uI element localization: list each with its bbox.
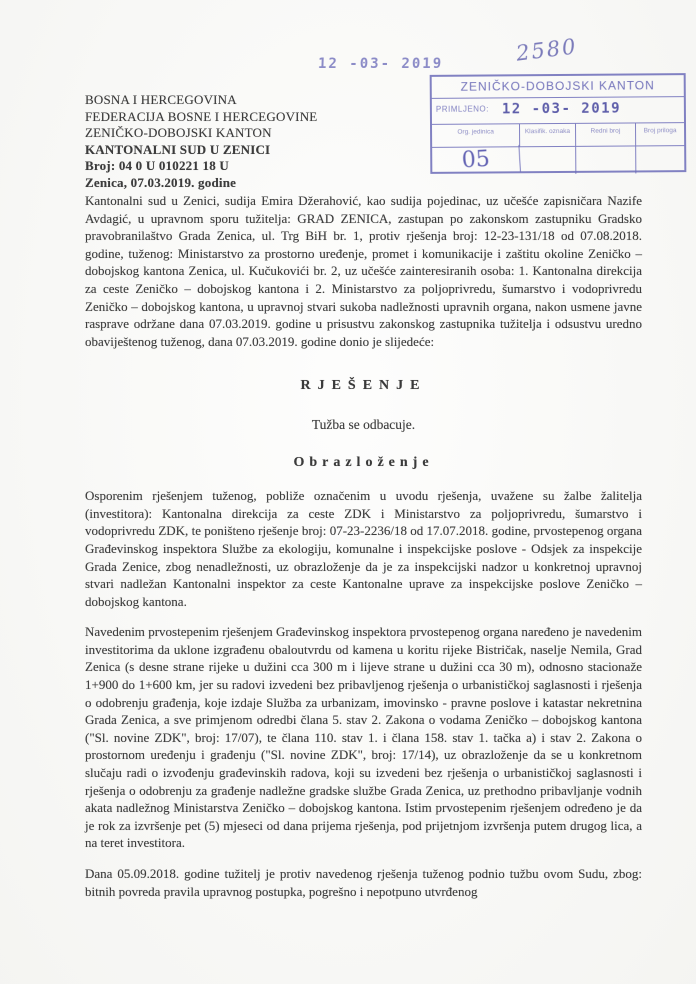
- receipt-stamp-values-row: [432, 146, 684, 175]
- stamp-col-attachments: Broj priloga: [643, 127, 677, 135]
- letterhead-court: KANTONALNI SUD U ZENICI: [85, 141, 271, 157]
- stamp-col-class-mark: Klasifik. oznaka: [520, 124, 576, 146]
- stamp-class-mark-value: [520, 147, 576, 174]
- intro-paragraph: Kantonalni sud u Zenici, sudija Emira Džerahović, kao sudija pojedinac, uz učešće zapisničara Nazife Avdagić, u upravnom sporu tužitelja: GRAD ZENICA, zastupan po zakonskom zastupniku Gradsko pravobranilaštvo Grada Zenica, ul. Trg BiH br. 1, protiv rješenja broj: 12-23-131/18 od 07.08.2018. godine, tuženog: Ministarstvo za prostorno uređenje, promet i komunikacije i zaštitu okoline Zeničko – dobojskog kantona Zenica, ul. Kučukovići br. 2, uz učešće zainteresiranih osoba: 1. Kantonalna direkcija za ceste Zeničko – dobojskog kantona i 2. Ministarstvo za poljoprivredu, šumarstvo i vodoprivredu Zeničko – dobojskog kantona, u upravnoj stvari sukoba nadležnosti upravnih organa, nakon usmene javne rasprave održane dana 07.03.2019. godine u prisustvu zakonskog zastupnika tužitelja i odsustvu uredno obaviještenog tuženog, dana 07.03.2019. godine donio je slijedeće:: [85, 193, 642, 349]
- reasoning-paragraph-3: Dana 05.09.2018. godine tužitelj je protiv navedenog rješenja tuženog podnio tužbu ovom Sudu, zbog: bitnih povreda pravila upravnog postupka, pogrešno i nepotpuno utvrđenog: [85, 866, 642, 899]
- stamp-org-unit-value: 05: [432, 145, 522, 177]
- date-stamp: 12 -03- 2019: [317, 56, 444, 72]
- case-number: Broj: 04 0 U 010221 18 U: [85, 158, 229, 173]
- letterhead-country: BOSNA I HERCEGOVINA: [85, 92, 237, 107]
- court-letterhead: [85, 92, 317, 191]
- reasoning-paragraph-2: Navedenim prvostepenim rješenjem Građevinskog inspektora prvostepenog organa naređeno je navedenim investitorima da uklone izgrađenu obaloutvrdu od kamena u koritu rijeke Bistričak, naselje Nemila, Grad Zenica (s desne strane rijeke u dužini cca 300 m i lijeve strane u dužini cca 30 m), odnosno stacionaže 1+900 do 1+600 km, jer su radovi izvedeni bez pribavljenog rješenja o urbanističkoj saglasnosti i rješenja o odobrenju građenja, koje izdaje Služba za urbanizam, imovinsko - pravne poslove i katastar nekretnina Grada Zenica, a sve primjenom odredbi člana 5. stav 2. Zakona o vodama Zeničko – dobojskog kantona ("Sl. novine ZDK", broj: 17/07), te člana 110. stav 1. i člana 158. stav 1. tačka a) i stav 2. Zakona o prostornom uređenju i građenju ("Sl. novine ZDK", broj: 17/14), uz obrazloženje da se u konkretnom slučaju radi o izvođenju građevinskih radova, koji su izvedeni bez rješenja o urbanističkoj saglasnosti i rješenja o odobrenju za građenje nadležne gradske službe Grada Zenica, uz prethodno pribavljanje vodnih akata nadležnog Ministarstva Zeničko – dobojskog kantona. Istim prvostepenim rješenjem određeno je da je rok za izvršenje pet (5) mjeseci od dana prijema rješenja, pod prijetnjom izvršenja putem drugog lica, a na teret investitora.: [85, 624, 642, 851]
- decision-heading: RJEŠENJE: [300, 378, 427, 394]
- reasoning-paragraph-1: Osporenim rješenjem tuženog, pobliže označenim u uvodu rješenja, uvažene su žalbe žalitelja (investitora): Kantonalna direkcija za ceste ZDK i Ministarstvo za poljoprivredu, šumarstvo i vodoprivredu ZDK, te poništeno rješenje broj: 07-23-2236/18 od 17.07.2018. godine, prvostepenog organa Građevinskog inspektora Službe za ekologiju, komunalne i inspekcijske poslove - Odsjek za inspekcije Grada Zenice, zbog nenadležnosti, uz obrazloženje da je za inspekcijski nadzor u konkretnoj upravnoj stvari nadležan Kantonalni inspektor za ceste Kantonalne uprave za inspekcijske poslove Zeničko – dobojskog kantona.: [85, 488, 642, 609]
- place-and-date: Zenica, 07.03.2019. godine: [85, 174, 237, 190]
- decision-body: [85, 192, 642, 900]
- receipt-stamp-column-headers: [432, 123, 684, 148]
- stamp-col-org-unit: Org. jedinica: [432, 124, 520, 147]
- stamp-col-serial: Redni broj: [576, 123, 637, 145]
- handwritten-number: 2580: [514, 34, 579, 66]
- letterhead-canton: ZENIČKO-DOBOJSKI KANTON: [85, 125, 272, 140]
- operative-part: Tužba se odbacuje.: [311, 416, 416, 432]
- receipt-stamp-title: ZENIČKO-DOBOJSKI KANTON: [432, 75, 684, 99]
- stamp-attachments-value: [636, 146, 684, 173]
- received-date-stamp: 12 -03- 2019: [501, 100, 622, 118]
- receipt-stamp-received-row: [432, 97, 684, 125]
- received-label: PRIMLJENO:: [435, 104, 489, 114]
- receipt-stamp: [430, 73, 687, 174]
- stamp-serial-value: [576, 146, 637, 173]
- reasoning-heading: Obrazloženje: [293, 454, 434, 470]
- letterhead-federation: FEDERACIJA BOSNE I HERCEGOVINE: [85, 108, 318, 124]
